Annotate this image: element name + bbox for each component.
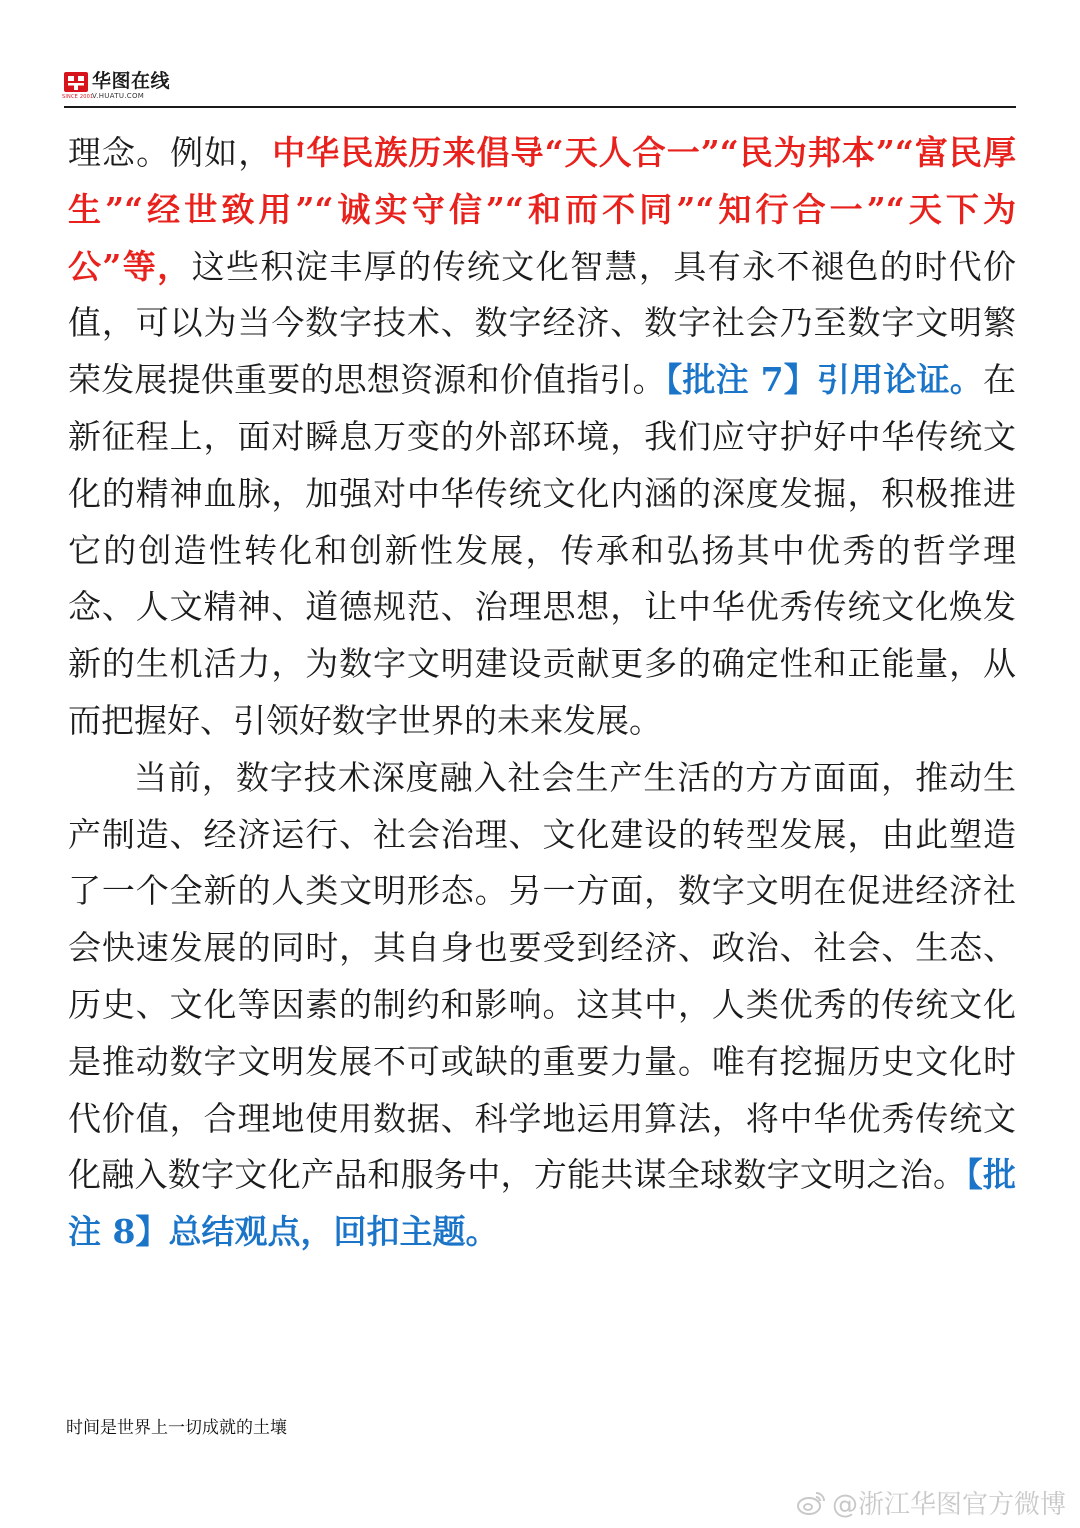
p2-text-1: 当前，数字技术深度融入社会生产生活的方方面面，推动生产制造、经济运行、社会治理、文化建设的转型发展，由此塑造了一个全新的人类文明形态。另一方面，数字文明在促进经济社会快速发展的同时，其自身也要受到经济、政治、社会、生态、历史、文化等因素的制约和影响。这其中，人类优秀的传统文化是推动数字文明发展不可或缺的重要力量。唯有挖掘历史文化时代价值，合理地使用数据、科学地运用算法，将中华优秀传统文化融入数字文化产品和服务中，方能共谋全球数字文明之治。 <box>68 757 1016 1195</box>
watermark-text: @浙江华图官方微博 <box>831 1490 1066 1520</box>
huatu-logo <box>64 72 170 104</box>
weibo-watermark <box>796 1484 1066 1521</box>
weibo-icon <box>796 1490 826 1516</box>
p1-text-1: 理念。例如， <box>68 133 273 172</box>
logo-url: V.HUATU.COM <box>92 92 145 100</box>
paragraph-2 <box>68 750 1016 1261</box>
annotation-8: 【批注 8】总结观点，回扣主题。 <box>68 1155 1017 1252</box>
footer-motto: 时间是世界上一切成就的土壤 <box>66 1418 287 1438</box>
p1-text-3: 在新征程上，面对瞬息万变的外部环境，我们应守护好中华传统文化的精神血脉，加强对中华传统文化内涵的深度发掘，积极推进它的创造性转化和创新性发展，传承和弘扬其中优秀的哲学理念、人文精神、道德规范、治理思想，让中华优秀传统文化焕发新的生机活力，为数字文明建设贡献更多的确定性和正能量，从而把握好、引领好数字世界的未来发展。 <box>68 360 1017 740</box>
logo-name: 华图在线 <box>92 70 171 92</box>
paragraph-1 <box>68 125 1016 750</box>
page-header <box>64 72 1016 108</box>
highlight-quote: 中华民族历来倡导“天人合一”“民为邦本”“富民厚生”“经世致用”“诚实守信”“和而不同”“知行合一”“天下为公”等， <box>68 133 1016 286</box>
logo-since: SINCE 2001 <box>62 94 94 100</box>
article-body <box>68 125 1016 1261</box>
annotation-7: 【批注 7】引用论证。 <box>665 360 984 400</box>
huatu-logo-icon <box>62 72 94 100</box>
p1-text-2: 这些积淀丰厚的传统文化智慧，具有永不褪色的时代价值，可以为当今数字技术、数字经济、数字社会乃至数字文明繁荣发展提供重要的思想资源和价值指引。 <box>68 246 1017 400</box>
